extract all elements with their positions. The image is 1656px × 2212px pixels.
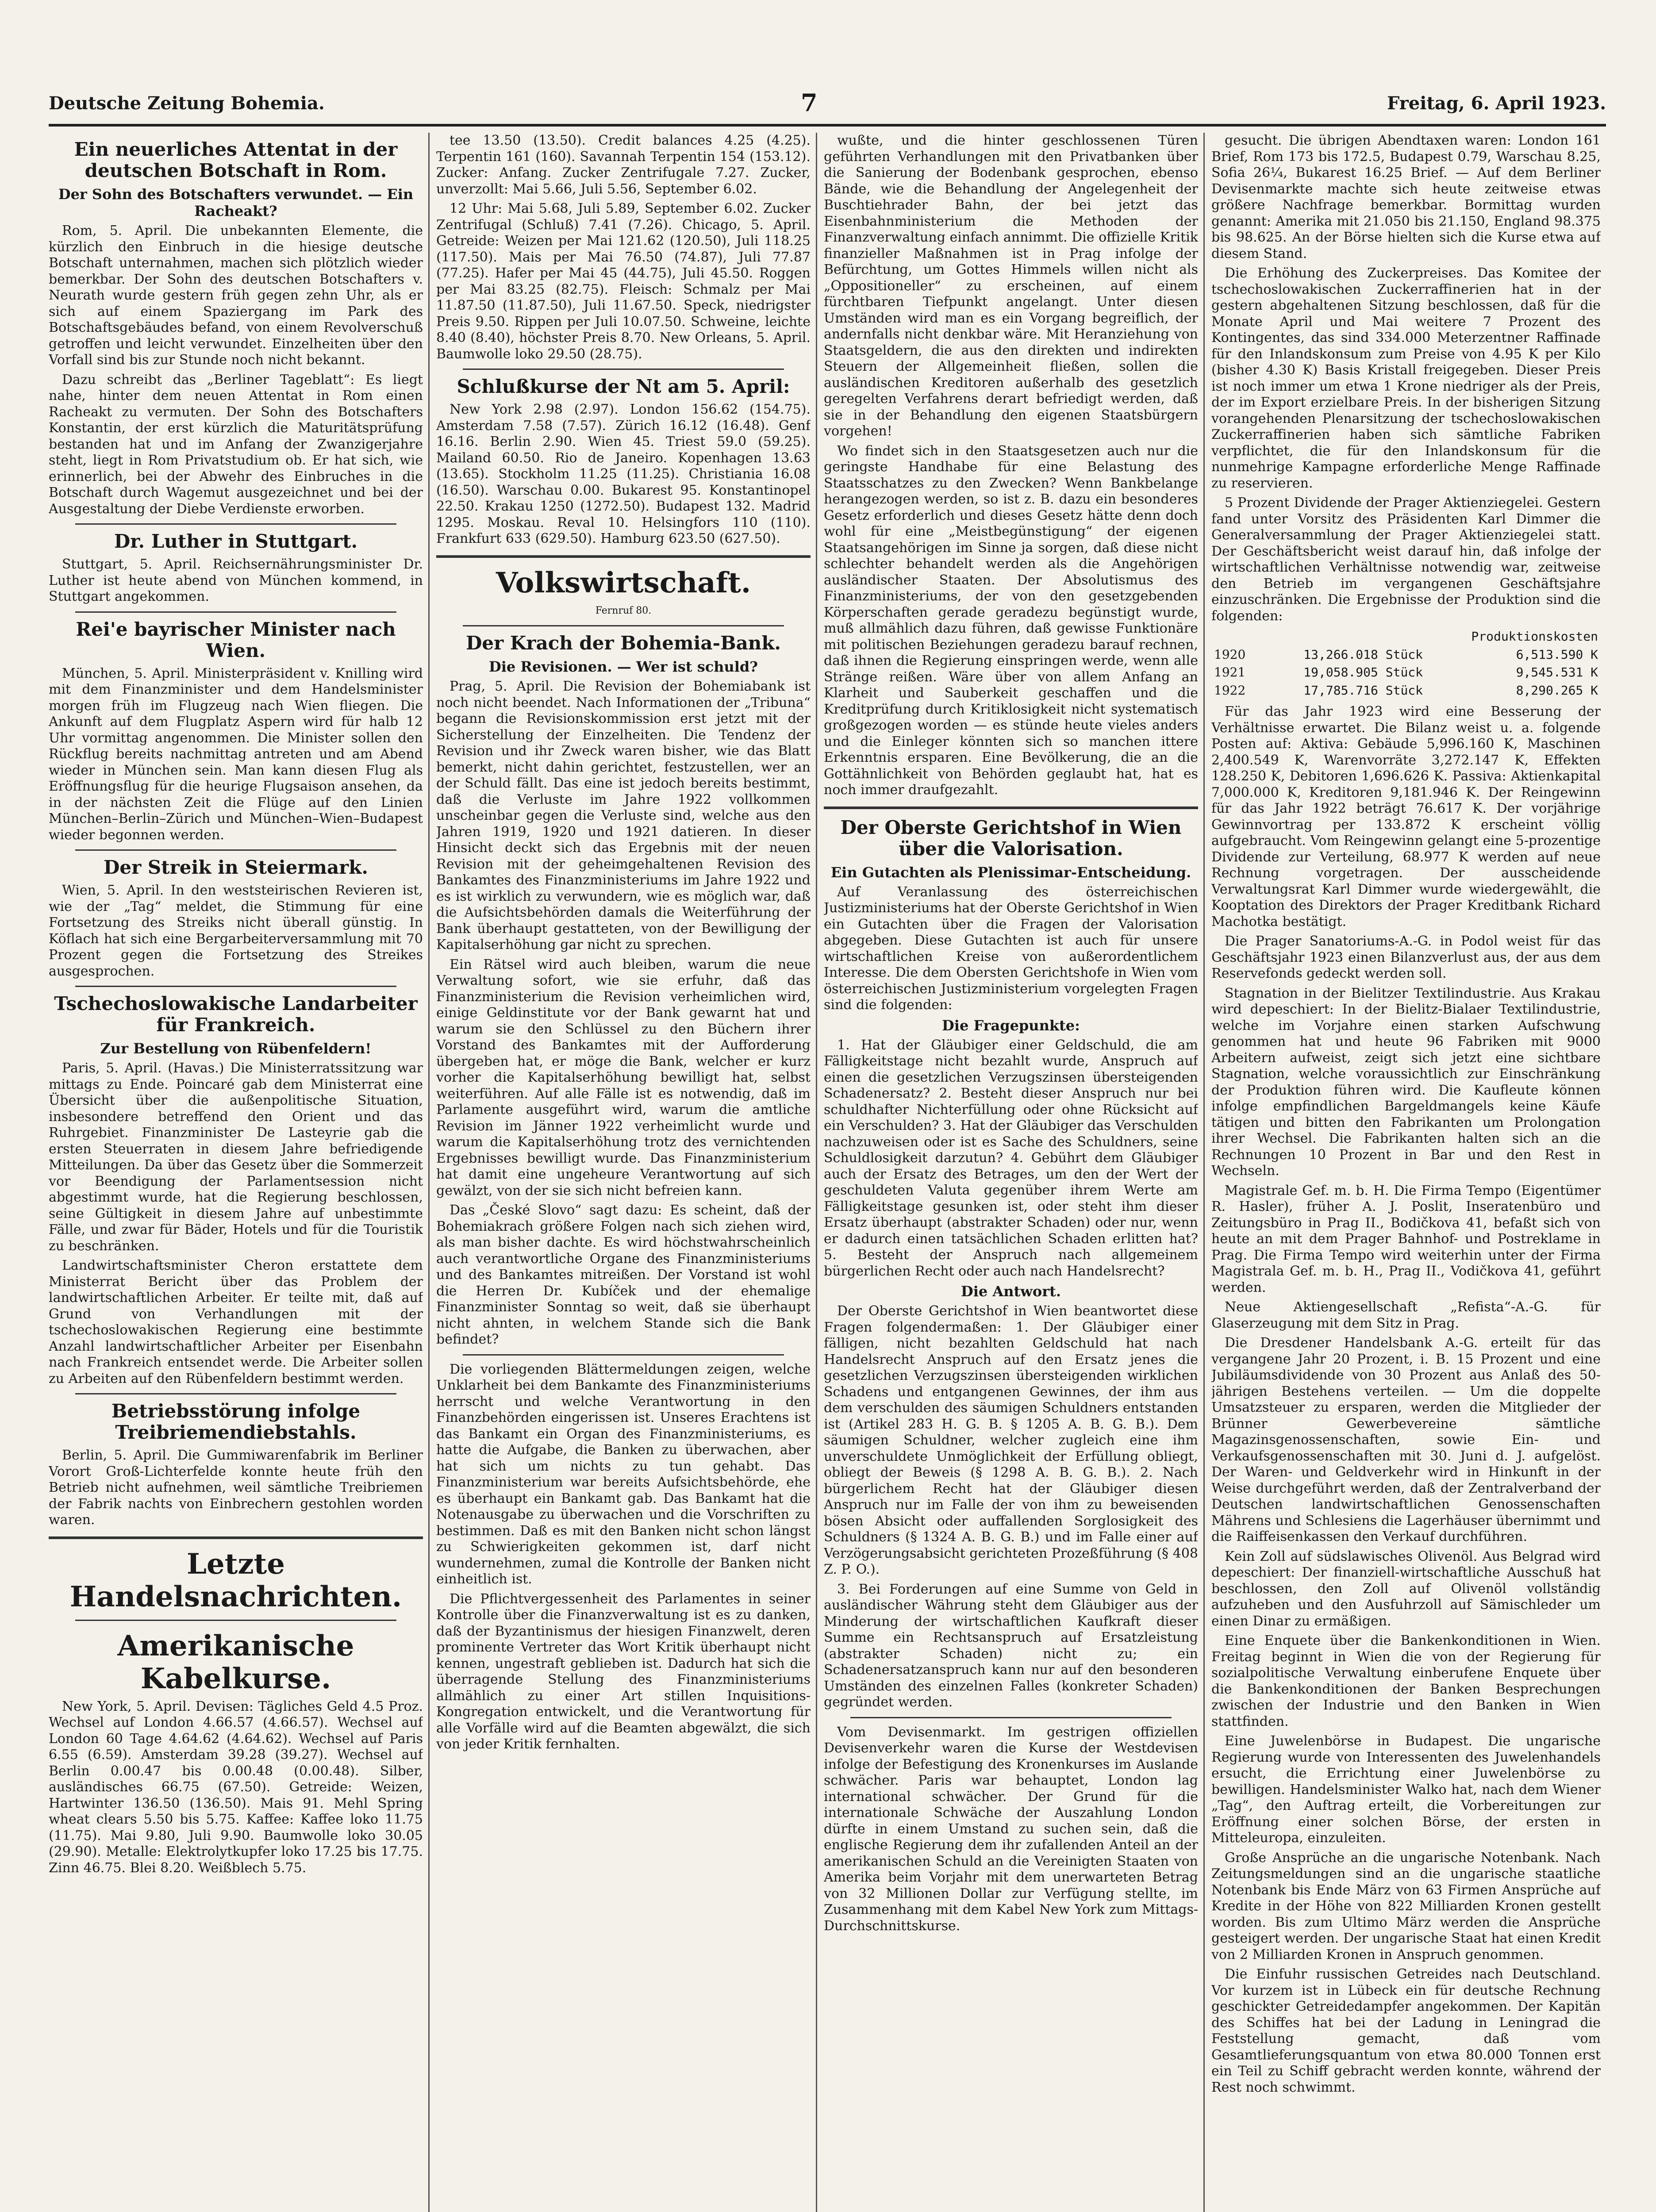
article-paragraph: Paris, 5. April. (Havas.) Die Ministerratssitzung war mittags zu Ende. Poincaré gab dem Ministerrat eine Übersicht über die außenpolitische Situation, insbesondere betreffend den Orient und das Ruhrgebiet. Finanzminister De Lasteyrie gab die ersten Steuerraten in diesem Jahre befriedigende Mitteilungen. Da über das Gesetz über die Sommerzeit vor Beendigung der Parlamentsession nicht abgestimmt wurde, hat die Regierung beschlossen, seine Gültigkeit in diesem Jahre auf unbestimmte Fälle, und zwar für Bäder, Hotels und für die Touristik zu beschränken. xyxy=(49,1060,423,1254)
article-paragraph: Landwirtschaftsminister Cheron erstattete dem Ministerrat Bericht über das Problem der landwirtschaftlichen Arbeiter. Er teilte mit, daß auf Grund von Verhandlungen mit der tschechoslowakischen Regierung eine bestimmte Anzahl landwirtschaftlicher Arbeiter per Eisenbahn nach Frankreich entsendet werde. Die Arbeiter sollen zu Arbeiten auf den Rübenfeldern bestimmt werden. xyxy=(49,1258,423,1386)
article-paragraph: Der Oberste Gerichtshof in Wien beantwortet diese Fragen folgendermaßen: 1. Der Gläubiger einer fälligen, nicht bezahlten Geldschuld hat nach Handelsrecht Anspruch auf den Ersatz jenes die gesetzlichen Verzugszinsen übersteigenden wirklichen Schadens und entgangenen Gewinnes, der ihm aus dem verschulden des säumigen Schuldners entstanden ist (Artikel 283 H. G. B. § 1205 A. B. G. B.). Dem säumigen Schuldner, welcher zugleich eine ihm unverschuldete Unmöglichkeit der Erfüllung obliegt, obliegt der Beweis (§ 1298 A. B. G. B.). 2. Nach bürgerlichem Recht hat der Gläubiger diesen Anspruch nur im Falle der von ihm zu beweisenden bösen Absicht oder auffallenden Sorglosigkeit des Schuldners (§ 1324 A. B. G. B.) und im Falle einer auf Verzögerungsabsicht gerichteten Prozeßführung (§ 408 Z. P. O.). xyxy=(824,1303,1198,1577)
article-paragraph: Berlin, 5. April. Die Gummiwarenfabrik im Berliner Vorort Groß-Lichterfelde konnte heute früh den Betrieb nicht aufnehmen, weil sämtliche Treibriemen der Fabrik nachts von Einbrechern gestohlen worden waren. xyxy=(49,1448,423,1528)
article-paragraph: 5 Prozent Dividende der Prager Aktienziegelei. Gestern fand unter Vorsitz des Präsidenten Karl Dimmer die Generalversammlung der Prager Aktienziegelei statt. Der Geschäftsbericht weist darauf hin, daß infolge der wirtschaftlichen Verhältnisse notwendig war, zeitweise den Betrieb im vergangenen Geschäftsjahre einzuschränken. Die Ergebnisse der Produktion sind die folgenden: xyxy=(1211,495,1601,624)
table-cell: 13,266.018 Stück xyxy=(1303,647,1423,662)
article-paragraph: gesucht. Die übrigen Abendtaxen waren: London 161 Brief, Rom 173 bis 172.5, Budapest 0.79, Warschau 8.25, Sofia 26¼, Bukarest 16.25 Brief. — Auf dem Berliner Devisenmarkte machte sich heute zeitweise etwas größere Nachfrage bemerkbar. Bormittag wurden genannt: Amerika mit 21.050 bis 21.150, England 98.375 bis 98.625. An der Börse hielten sich die Kurse etwa auf diesem Stand. xyxy=(1211,133,1601,261)
section-rule xyxy=(824,806,1198,809)
separator xyxy=(75,1393,396,1394)
article-subheadline: Zur Bestellung von Rübenfeldern! xyxy=(100,1040,372,1057)
article-paragraph: Die Prager Sanatoriums-A.-G. in Podol weist für das Geschäftsjahr 1923 einen Bilanzverlust aus, der aus dem Reservefonds gedeckt werden soll. xyxy=(1211,933,1601,981)
article-headline: Ein neuerliches Attentat in der deutschen Botschaft in Rom. xyxy=(74,138,398,181)
column-2 xyxy=(436,133,811,2212)
article-paragraph: Eine Enquete über die Bankenkonditionen in Wien. Freitag beginnt in Wien die von der Regierung für sozialpolitische Verwaltung einberufene Enquete über die Bankenkonditionen der Banken Besprechungen zwischen der Industrie und den Banken in Wien stattfinden. xyxy=(1211,1633,1601,1729)
table-cell: 19,058.905 Stück xyxy=(1303,665,1423,680)
section-rule xyxy=(49,1536,423,1539)
article-paragraph: Stagnation in der Bielitzer Textilindustrie. Aus Krakau wird depeschiert: In der Bielitz-Bialaer Textilindustrie, welche im Vorjahre einen starken Aufschwung genommen hat und heute 96 Fabriken mit 9000 Arbeitern aufweist, zeigt sich jetzt eine sichtbare Stagnation, welche voraussichtlich zur Einschränkung der Produktion führen wird. Die Kaufleute können infolge empfindlichen Bargeldmangels keine Käufe tätigen und bitten den Fabrikanten um Prolongation ihrer Wechsel. Die Fabrikanten halten sich an die Rechnungen 10 Prozent in Bar und den Rest in Wechseln. xyxy=(1211,985,1601,1179)
article-paragraph: Vom Devisenmarkt. Im gestrigen offiziellen Devisenverkehr waren die Kurse der Westdevisen infolge der Befestigung des Kronenkurses im Auslande schwächer. Paris war behauptet, London lag international schwächer. Der Grund für die internationale Schwäche der Auszahlung London dürfte in einem Umstand zu suchen sein, daß die englische Regierung dem ihr zufallenden Anteil an der amerikanischen Schuld an die Vereinigten Staaten von Amerika beim Vorjahr mit dem unerwarteten Betrag von 32 Millionen Dollar zur Verfügung stellte, im Zusammenhang mit dem Kabel New York zum Mittags-Durchschnittskurse. xyxy=(824,1724,1198,1934)
article-paragraph: Stuttgart, 5. April. Reichsernährungsminister Dr. Luther ist heute abend von München kommend, in Stuttgart angekommen. xyxy=(49,557,423,604)
column-3 xyxy=(824,133,1198,2212)
masthead xyxy=(49,88,1606,127)
separator xyxy=(75,849,396,851)
article-subheadline: Die Revisionen. — Wer ist schuld? xyxy=(488,658,758,675)
separator xyxy=(463,625,784,626)
column-1 xyxy=(49,133,423,2212)
article-paragraph: wußte, und die hinter geschlossenen Türen geführten Verhandlungen mit den Privatbanken über die Sanierung der Bodenbank gesprochen, ebenso Bände, wie die Behandlung der Angelegenheit der Buschtiehrader Bahn, der bei jetzt das Eisenbahnministerium die Methoden der Finanzverwaltung einfach annimmt. Die offizielle Kritik finanzieller Maßnahmen ist in Prag infolge der Befürchtung, um Gottes Himmels willen nicht als „Oppositioneller“ zu erscheinen, auf einem fürchtbaren Tiefpunkt angelangt. Unter diesen Umständen wird man es ein Vorgang begreiflich, der andernfalls nicht denkbar wäre. Mit Heranziehung von Staatsgeldern, die aus den direkten und indirekten Steuern der Allgemeinheit fließen, sollen die ausländischen Kreditoren außerhalb des gesetzlich geregelten Verfahrens derart befriedigt werden, daß sie in der Behandlung den eigenen Staatsbürgern vorgehen! xyxy=(824,133,1198,439)
article-paragraph: New York, 5. April. Devisen: Tägliches Geld 4.5 Proz. Wechsel auf London 4.66.57 (4.66.57). Wechsel auf London 60 Tage 4.64.62 (4.64.62). Wechsel auf Paris 6.55 (6.59). Amsterdam 39.28 (39.27). Wechsel auf Berlin 0.00.47 bis 0.00.48 (0.00.48). Silber, ausländisches 66.75 (67.50). Getreide: Weizen, Hartwinter 136.50 (136.50). Mais 91. Mehl Spring wheat clears 5.50 bis 5.75. Kaffee: Kaffee loko 11.75 (11.75). Mai 9.80, Juli 9.90. Baumwolle loko 30.05 (29.90). Metalle: Elektrolytkupfer loko 17.25 bis 17.75. Zinn 46.75. Blei 8.20. Weißblech 5.75. xyxy=(49,1698,423,1876)
section-note: Fernruf 80. xyxy=(595,605,652,616)
article-paragraph: Die Dresdener Handelsbank A.-G. erteilt für das vergangene Jahr 20 Prozent, i. B. 15 Prozent und eine Jubiläumsdividende von 30 Prozent aus Anlaß des 50-jährigen Bestehens verteilen. — Um die doppelte Umsatzsteuer zu ersparen, werden die Mitglieder der Brünner Gewerbevereine sämtliche Magazinsgenossenschaften, sowie Ein- und Verkaufsgenossenschaften mit 30. Juni d. J. aufgelöst. Der Waren- und Geldverkehr wird in Hinkunft in der Weise durchgeführt werden, daß der Zentralverband der Deutschen landwirtschaftlichen Genossenschaften Mährens und Schlesiens die Lagerhäuser übernimmt und die Raiffeisenkassen den Verkauf durchführen. xyxy=(1211,1335,1601,1544)
article-paragraph: München, 5. April. Ministerpräsident v. Knilling wird mit dem Finanzminister und dem Handelsminister morgen früh im Flugzeug nach Wien fliegen. Die Ankunft auf dem Flugplatz Aspern wird für halb 12 Uhr vormittag angenommen. Die Minister sollen den Rückflug bereits nachmittag antreten und am Abend wieder in München sein. Man kann diesen Flug als Eröffnungsflug für die heurige Flugsaison ansehen, da in der nächsten Zeit die Flüge auf den Linien München–Berlin–Zürich und München–Wien–Budapest wieder begonnen werden. xyxy=(49,665,423,843)
page-number: 7 xyxy=(801,88,818,117)
table-row xyxy=(1211,664,1601,682)
separator xyxy=(463,369,784,370)
article-subheadline: Ein Gutachten als Plenissimar-Entscheidung. xyxy=(830,864,1191,881)
separator xyxy=(75,1620,396,1621)
section-subheading: Die Antwort. xyxy=(961,1283,1061,1300)
article-paragraph: Wien, 5. April. In den weststeirischen Revieren ist, wie der „Tag“ meldet, die Stimmung für eine Fortsetzung des Streiks nicht überall günstig. In Köflach hat sich eine Bergarbeiterversammlung mit 70 Prozent gegen die Fortsetzung des Streikes ausgesprochen. xyxy=(49,883,423,979)
table-cell: 1920 xyxy=(1214,647,1246,662)
issue-date: Freitag, 6. April 1923. xyxy=(1387,93,1606,114)
column-rule xyxy=(816,133,817,2212)
article-headline: Schlußkurse der Nt am 5. April: xyxy=(457,376,790,397)
separator xyxy=(463,1354,784,1356)
article-paragraph: Kein Zoll auf südslawisches Olivenöl. Aus Belgrad wird depeschiert: Der finanziell-wirtschaftliche Ausschuß hat beschlossen, den Zoll auf Olivenöl vollständig aufzuheben und den Ausfuhrzoll auf Sämischleder um einen Dinar zu ermäßigen. xyxy=(1211,1548,1601,1629)
article-paragraph: Prag, 5. April. Die Revision der Bohemiabank ist noch nicht beendet. Nach Informationen der „Tribuna“ begann die Revisionskommission erst jetzt mit der Sicherstellung der Einzelheiten. Die Tendenz der Revision und ihr Zweck waren bisher, wie das Blatt bemerkt, nicht dahin gerichtet, festzustellen, wer an der Schuld fällt. Das eine ist jedoch bereits bestimmt, daß die Verluste im Jahre 1922 vollkommen unscheinbar gegen die Verluste sind, welche aus den Jahren 1919, 1920 und 1921 datieren. In dieser Hinsicht deckt sich das Ergebnis mit der neuen Revision mit der geheimgehaltenen Revision des Bankamtes des Finanzministeriums im Jahre 1922 und es ist wirklich zu verwundern, wie es möglich war, daß die Aufsichtsbehörden damals die Weiterführung der Bank überhaupt gestatteten, von der Bewilligung der Kapitalserhöhung gar nicht zu sprechen. xyxy=(436,679,811,952)
article-paragraph: 12 Uhr: Mai 5.68, Juli 5.89, September 6.02. Zucker Zentrifugal (Schluß) 7.41 (7.26). Chicago, 5. April. Getreide: Weizen per Mai 121.62 (120.50), Juli 118.25 (117.50). Mais per Mai 76.50 (74.87), Juli 77.87 (77.25). Hafer per Mai 45 (44.75), Juli 45.50. Roggen per Mai 83.25 (82.75). Fleisch: Schmalz per Mai 11.87.50 (11.87.50), Juli 11.67.50. Speck, niedrigster Preis 9.50. Rippen per Juli 10.07.50. Schweine, leichte 8.40 (8.40), höchster Preis 8.70. New Orleans, 5. April. Baumwolle loko 29.50 (28.75). xyxy=(436,201,811,362)
article-paragraph: Ein Rätsel wird auch bleiben, warum die neue Verwaltung sofort, wie sie erfuhr, daß das Finanzministerium die Revision verheimlichen wird, einige Geldinstitute vor der Bank gewarnt hat und warum sie den Schlüssel zu den Büchern ihrer Vorstand des Bankamtes mit der Aufforderung übergeben hat, er möge die Bank, welcher er kurz vorher die Kapitalserhöhung bewilligt hat, selbst weiterführen. Auf alle Fälle ist es notwendig, daß im Parlamente ausgeführt wird, warum die amtliche Revision im Jänner 1922 verheimlicht wurde und warum die Kapitalserhöhung trotz des vernichtenden Ergebnisses bewilligt wurde. Das Finanzministerium hat damit eine ungeheure Verantwortung auf sich gewälzt, von der sie sich nicht befreien kann. xyxy=(436,956,811,1198)
table-cell: 6,513.590 K xyxy=(1516,647,1598,662)
article-paragraph: Die Erhöhung des Zuckerpreises. Das Komitee der tschechoslowakischen Zuckerraffinerien hat in der gestern abgehaltenen Sitzung beschlossen, daß für die Monate April und Mai weitere 7 Prozent des Kontingentes, das sind 334.000 Meterzentner Raffinade für den Inlandskonsum zum Preise von 4.95 K per Kilo (bisher 4.30 K) Basis Kristall freigegeben. Dieser Preis ist noch immer um etwa 1 Krone niedriger als der Preis, der im Export erzielbare Preis. In der bisherigen Sitzung vorangehenden Plenarsitzung der tschechoslowakischen Zuckerraffinerien haben sich sämtliche Fabriken verpflichtet, die für den Inlandskonsum für die nunmehrige Kampagne erforderliche Menge Raffinade zu reservieren. xyxy=(1211,265,1601,491)
table-cell: 1922 xyxy=(1214,683,1246,698)
article-paragraph: Auf Veranlassung des österreichischen Justizministeriums hat der Oberste Gerichtshof in Wien ein Gutachten über die Fragen der Valorisation abgegeben. Diese Gutachten ist auch für unsere wirtschaftlichen Kreise von außerordentlichem Interesse. Die dem Obersten Gerichtshofe in Wien vom österreichischen Justizministerium vorgelegten Fragen sind die folgenden: xyxy=(824,884,1198,1013)
separator xyxy=(850,1717,1172,1718)
article-paragraph: Das „České Slovo“ sagt dazu: Es scheint, daß der Bohemiakrach größere Folgen nach sich ziehen wird, als man bisher dachte. Es wird höchstwahrscheinlich auch verantwortliche Organe des Finanzministeriums und des Bankamtes mitreißen. Der Vorstand ist wohl die Herren Dr. Kubíček und der ehemalige Finanzminister Sonntag so weit, daß sie überhaupt nicht ahnten, in welchem Stande sich die Bank befindet? xyxy=(436,1202,811,1347)
article-headline: Der Krach der Bohemia-Bank. xyxy=(465,632,781,654)
article-headline: Betriebsstörung infolge Treibriemendiebstahls. xyxy=(111,1400,361,1443)
article-headline: Rei'e bayrischer Minister nach Wien. xyxy=(76,618,396,661)
production-table xyxy=(1211,628,1601,699)
table-cell: 8,290.265 K xyxy=(1516,683,1598,698)
article-paragraph: Dazu schreibt das „Berliner Tageblatt“: Es liegt nahe, hinter dem neuen Attentat in Rom einen Racheakt zu vermuten. Der Sohn des Botschafters Konstantin, der erst kürzlich die Maturitätsprüfung bestanden hat und im Anfang der Zwanzigerjahre steht, liegt in Rom Privatstudium ob. Er hat sich, wie erinnerlich, bei der Abwehr des Einbruches in die Botschaft durch Wagemut ausgezeichnet und bei der Ausgestaltung der Diebe Verdienste erworben. xyxy=(49,372,423,517)
paper-name: Deutsche Zeitung Bohemia. xyxy=(49,93,325,114)
article-paragraph: Die Einfuhr russischen Getreides nach Deutschland. Vor kurzem ist in Lübeck ein für deutsche Rechnung geschickter Getreidedampfer angekommen. Der Kapitän des Schiffes hat bei der Ladung in Leningrad die Feststellung gemacht, daß vom Gesamtlieferungsquantum von etwa 80.000 Tonnen erst ein Teil zu Schiff gebracht werden konnte, während der Rest noch schwimmt. xyxy=(1211,1966,1601,2095)
article-headline: Tschechoslowakische Landarbeiter für Frankreich. xyxy=(54,993,418,1036)
section-subheading: Die Fragepunkte: xyxy=(942,1017,1080,1034)
article-subheadline: Der Sohn des Botschafters verwundet. — Ein Racheakt? xyxy=(58,186,414,219)
article-paragraph: Rom, 5. April. Die unbekannten Elemente, die kürzlich den Einbruch in die hiesige deutsche Botschaft unternahmen, machen sich plötzlich wieder bemerkbar. Der Sohn des deutschen Botschafters v. Neurath wurde gestern früh gegen zehn Uhr, als er sich auf einem Spaziergang im Park des Botschaftsgebäudes befand, von einem Revolverschuß getroffen und leicht verwundet. Einzelheiten über den Vorfall sind bis zur Stunde noch nicht bekannt. xyxy=(49,223,423,368)
column-4 xyxy=(1211,133,1601,2212)
article-headline: Der Oberste Gerichtshof in Wien über die Valorisation. xyxy=(840,816,1182,860)
article-paragraph: Die Pflichtvergessenheit des Parlamentes in seiner Kontrolle über die Finanzverwaltung ist es zu danken, daß der Byzantinismus der hiesigen Finanzwelt, deren prominente Vertreter das Wort Kritik überhaupt nicht kennen, ungestraft geblieben ist. Dadurch hat sich die überragende Stellung des Finanzministeriums allmählich zu einer Art stillen Inquisitions-Kongregation entwickelt, und die Verantwortung für alle Vorfälle wird auf die Beamten abgewälzt, die sich von jeder Kritik fernhalten. xyxy=(436,1591,811,1752)
article-headline: Amerikanische Kabelkurse. xyxy=(117,1629,354,1695)
article-paragraph: Eine Juwelenbörse in Budapest. Die ungarische Regierung wurde von Interessenten des Juwelenhandels ersucht, die Errichtung einer Juwelenbörse zu bewilligen. Handelsminister Walko hat, nach dem Wiener „Tag“, den Auftrag erteilt, die Vorbereitungen zur Eröffnung einer solchen Börse, der ersten in Mitteleuropa, einzuleiten. xyxy=(1211,1733,1601,1846)
article-paragraph: Wo findet sich in den Staatsgesetzen auch nur die geringste Handhabe für eine Belastung des Staatsschatzes zu den Zwecken? Wenn Bankbelange herangezogen werden, so ist z. B. dazu ein besonderes Gesetz erforderlich und dieses Gesetz hätte denn doch wohl für eine „Meistbegünstigung“ der eigenen Staatsangehörigen im Sinne ja sorgen, daß diese nicht schlechter behandelt werden als die Angehörigen ausländischer Staaten. Der Absolutismus des Finanzministeriums, der von den gesetzgebenden Körperschaften gerade geradezu begünstigt wurde, muß allmählich dazu führen, daß gewisse Funktionäre mit politischen Beziehungen geradezu barauf rechnen, daß ihnen die Regierung einspringen werde, wenn alle Stränge reißen. Wäre über von allem Anfang an Klarheit und Sauberkeit geschaffen und die Kreditprüfung durch Kritiklosigkeit nicht systematisch großgezogen worden — es stünde heute vieles anders und die Einleger könnten sich so manchen ittere Erkenntnis ersparen. Eine Bevölkerung, die an die Gottähnlichkeit von Behörden geglaubt hat, hat es noch immer draufgezahlt. xyxy=(824,443,1198,798)
table-cell: 9,545.531 K xyxy=(1516,665,1598,680)
article-headline: Der Streik in Steiermark. xyxy=(103,856,369,878)
article-paragraph: New York 2.98 (2.97). London 156.62 (154.75). Amsterdam 7.58 (7.57). Zürich 16.12 (16.48). Genf 16.16. Berlin 2.90. Wien 45. Triest 59.0 (59.25). Mailand 60.50. Rio de Janeiro. Kopenhagen 13.63 (13.65). Stockholm 11.25 (11.25). Christiania 16.08 (16.50). Warschau 0.00. Bukarest 95. Konstantinopel 22.50. Krakau 1250 (1272.50). Budapest 132. Madrid 1295. Moskau. Reval 10. Helsingfors 110 (110). Frankfurt 633 (629.50). Hamburg 623.50 (627.50). xyxy=(436,402,811,546)
table-cell: 1921 xyxy=(1214,665,1246,680)
section-headline: Volkswirtschaft. xyxy=(496,566,751,599)
article-paragraph: Neue Aktiengesellschaft „Refista“-A.-G. für Glaserzeugung mit dem Sitz in Prag. xyxy=(1211,1299,1601,1331)
article-paragraph: Für das Jahr 1923 wird eine Besserung der Verhältnisse erwartet. Die Bilanz weist u. a. folgende Posten auf: Aktiva: Gebäude 5,996.160 K, Maschinen 2,400.549 K, Warenvorräte 3,272.147 K, Effekten 128.250 K, Debitoren 1,696.626 K. Passiva: Aktienkapital 7,000.000 K, Kreditoren 9,181.946 K. Der Reingewinn für das Jahr 1922 beträgt 76.617 K. Der vorjährige Gewinnvortrag per 133.872 K erscheint völlig aufgebraucht. Vom Reingewinn gelangt eine 5-prozentige Dividende zur Verteilung, 68.977 K werden auf neue Rechnung vorgetragen. Der ausscheidende Verwaltungsrat Karl Dimmer wurde wiedergewählt, die Kooptation des Direktors der Prager Kreditbank Richard Machotka bestätigt. xyxy=(1211,704,1601,929)
table-row xyxy=(1211,682,1601,700)
article-paragraph: tee 13.50 (13.50). Credit balances 4.25 (4.25). Terpentin 161 (160). Savannah Terpentin 154 (153.12). Zucker: Anfang. Zucker Zentrifugale 7.27. Zucker, unverzollt: Mai 5.66, Juli 5.56, September 6.02. xyxy=(436,133,811,197)
separator xyxy=(75,611,396,613)
article-paragraph: Große Ansprüche an die ungarische Notenbank. Nach Zeitungsmeldungen sind an die ungarische staatliche Notenbank bis Ende März von 63 Firmen Ansprüche auf Kredite in der Höhe von 822 Milliarden Kronen gestellt worden. Bis zum Ultimo März werden die Ansprüche gesteigert werden. Der ungarische Staat hat einen Kredit von 2 Milliarden Kronen in Anspruch genommen. xyxy=(1211,1850,1601,1962)
table-row xyxy=(1211,646,1601,664)
article-headline: Dr. Luther in Stuttgart. xyxy=(114,530,358,552)
article-paragraph: Magistrale Gef. m. b. H. Die Firma Tempo (Eigentümer R. Hasler), früher A. J. Poslit, Inseratenbüro und Zeitungsbüro in Prag II., Bodičkova 41, befaßt sich von heute an mit dem Prager Bahnhof- und Postreklame in Prag. Die Firma Tempo wird weiterhin unter der Firma Magistrala Gef. m. b. H., Prag II., Vodičkova 41, geführt werden. xyxy=(1211,1183,1601,1295)
separator xyxy=(75,986,396,987)
table-cell: 17,785.716 Stück xyxy=(1303,683,1423,698)
separator xyxy=(75,523,396,525)
column-rule xyxy=(1203,133,1205,2212)
section-headline: Letzte Handelsnachrichten. xyxy=(69,1547,402,1613)
article-paragraph: 1. Hat der Gläubiger einer Geldschuld, die am Fälligkeitstage nicht bezahlt wurde, Anspruch auf einen die gesetzlichen Verzugszinsen übersteigenden Schadenersatz? 2. Besteht dieser Anspruch nur bei schuldhafter Nichterfüllung oder ohne Rücksicht auf ein Verschulden? 3. Hat der Gläubiger das Verschulden nachzuweisen oder ist es Sache des Schuldners, seine Schuldlosigkeit darzutun? 4. Gebührt dem Gläubiger auch der Ersatz des Betrages, um den der Wert der geschuldeten Valuta gegenüber ihrem Werte am Fälligkeitstage gesunken ist, oder steht ihm dieser Ersatz überhaupt (abstrakter Schaden) oder nur, wenn er dadurch einen tatsächlichen Schaden erlitten hat? 5. Besteht der Anspruch nach allgemeinem bürgerlichen Recht oder auch nach Handelsrecht? xyxy=(824,1037,1198,1279)
article-paragraph: Die vorliegenden Blättermeldungen zeigen, welche Unklarheit bei dem Bankamte des Finanzministeriums herrscht und welche Verantwortung in den Finanzbehörden eingerissen ist. Unseres Erachtens ist das Bankamt ein Organ des Finanzministeriums, es hatte die Aufgabe, die Banken zu überwachen, aber hat sich um nichts zu tun gehabt. Das Finanzministerium war bereits Aufsichtsbehörde, ehe es überhaupt ein Bankamt gab. Das Bankamt hat die Notenausgabe zu überwachen und die Vorschriften zu bestimmen. Daß es mit den Banken nicht schon längst zu Schwierigkeiten gekommen ist, darf nicht wundernehmen, zumal die Kontrolle der Banken nicht einheitlich ist. xyxy=(436,1361,811,1587)
table-header: Produktionskosten xyxy=(1471,629,1598,644)
article-paragraph: 3. Bei Forderungen auf eine Summe von Geld in ausländischer Währung steht dem Gläubiger aus der Minderung der wirtschaftlichen Kaufkraft dieser Summe ein Rechtsanspruch auf Ersatzleistung (abstrakter Schaden) nicht zu; ein Schadenersatzanspruch kann nur auf den besonderen Umständen des einzelnen Falles (konkreter Schaden) gegründet werden. xyxy=(824,1581,1198,1710)
column-rule xyxy=(428,133,430,2212)
section-rule xyxy=(436,555,811,558)
